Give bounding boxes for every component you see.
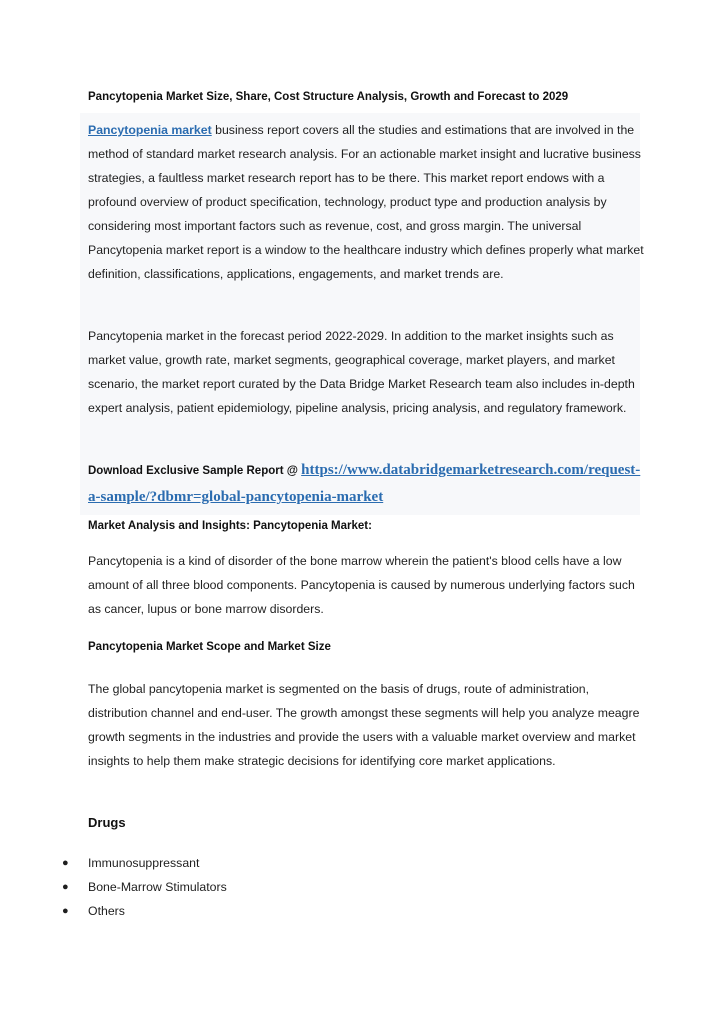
download-sample-line xyxy=(88,457,648,510)
list-item xyxy=(0,899,719,923)
document-title: Pancytopenia Market Size, Share, Cost Structure Analysis, Growth and Forecast to 2029 xyxy=(88,91,569,103)
pancytopenia-market-link[interactable]: Pancytopenia market xyxy=(88,123,212,137)
list-item-label: Immunosuppressant xyxy=(88,856,200,870)
forecast-paragraph: Pancytopenia market in the forecast period 2022-2029. In addition to the market insights such as market value, growth rate, market segments, geographical coverage, market players, and market scenario, the market report curated by the Data Bridge Market Research team also includes in-depth expert analysis, patient epidemiology, pipeline analysis, pricing analysis, and regulatory framework. xyxy=(88,329,635,415)
market-scope-heading: Pancytopenia Market Scope and Market Size xyxy=(88,641,331,653)
intro-text: business report covers all the studies and estimations that are involved in the method of standard market research analysis. For an actionable market insight and lucrative business strategies, a faultless market research report has to be there. This market report endows with a profound overview of product specification, technology, product type and production analysis by considering most important factors such as revenue, cost, and gross margin. The universal Pancytopenia market report is a window to the healthcare industry which defines properly what market definition, classifications, applications, engagements, and market trends are. xyxy=(88,123,644,281)
drugs-heading: Drugs xyxy=(88,815,126,830)
drugs-list xyxy=(0,851,719,923)
list-item-label: Bone-Marrow Stimulators xyxy=(88,880,227,894)
sample-request-link[interactable]: https://www.databridgemarketresearch.com/request-a-sample/?dbmr=global-pancytopenia-market xyxy=(88,462,641,505)
market-analysis-heading: Market Analysis and Insights: Pancytopenia Market: xyxy=(88,520,372,532)
bullet-icon: ● xyxy=(62,857,69,869)
list-item xyxy=(0,851,719,875)
market-analysis-paragraph: Pancytopenia is a kind of disorder of the bone marrow wherein the patient's blood cells have a low amount of all three blood components. Pancytopenia is caused by numerous underlying factors such as cancer, lupus or bone marrow disorders. xyxy=(88,554,635,616)
list-item-label: Others xyxy=(88,904,125,918)
bullet-icon: ● xyxy=(62,881,69,893)
list-item xyxy=(0,875,719,899)
bullet-icon: ● xyxy=(62,905,69,917)
download-sample-label: Download Exclusive Sample Report @ xyxy=(88,465,302,477)
intro-paragraph xyxy=(88,118,644,286)
market-scope-paragraph: The global pancytopenia market is segmented on the basis of drugs, route of administration, distribution channel and end-user. The growth amongst these segments will help you analyze meagre growth segments in the industries and provide the users with a valuable market overview and market insights to help them make strategic decisions for identifying core market applications. xyxy=(88,682,640,768)
